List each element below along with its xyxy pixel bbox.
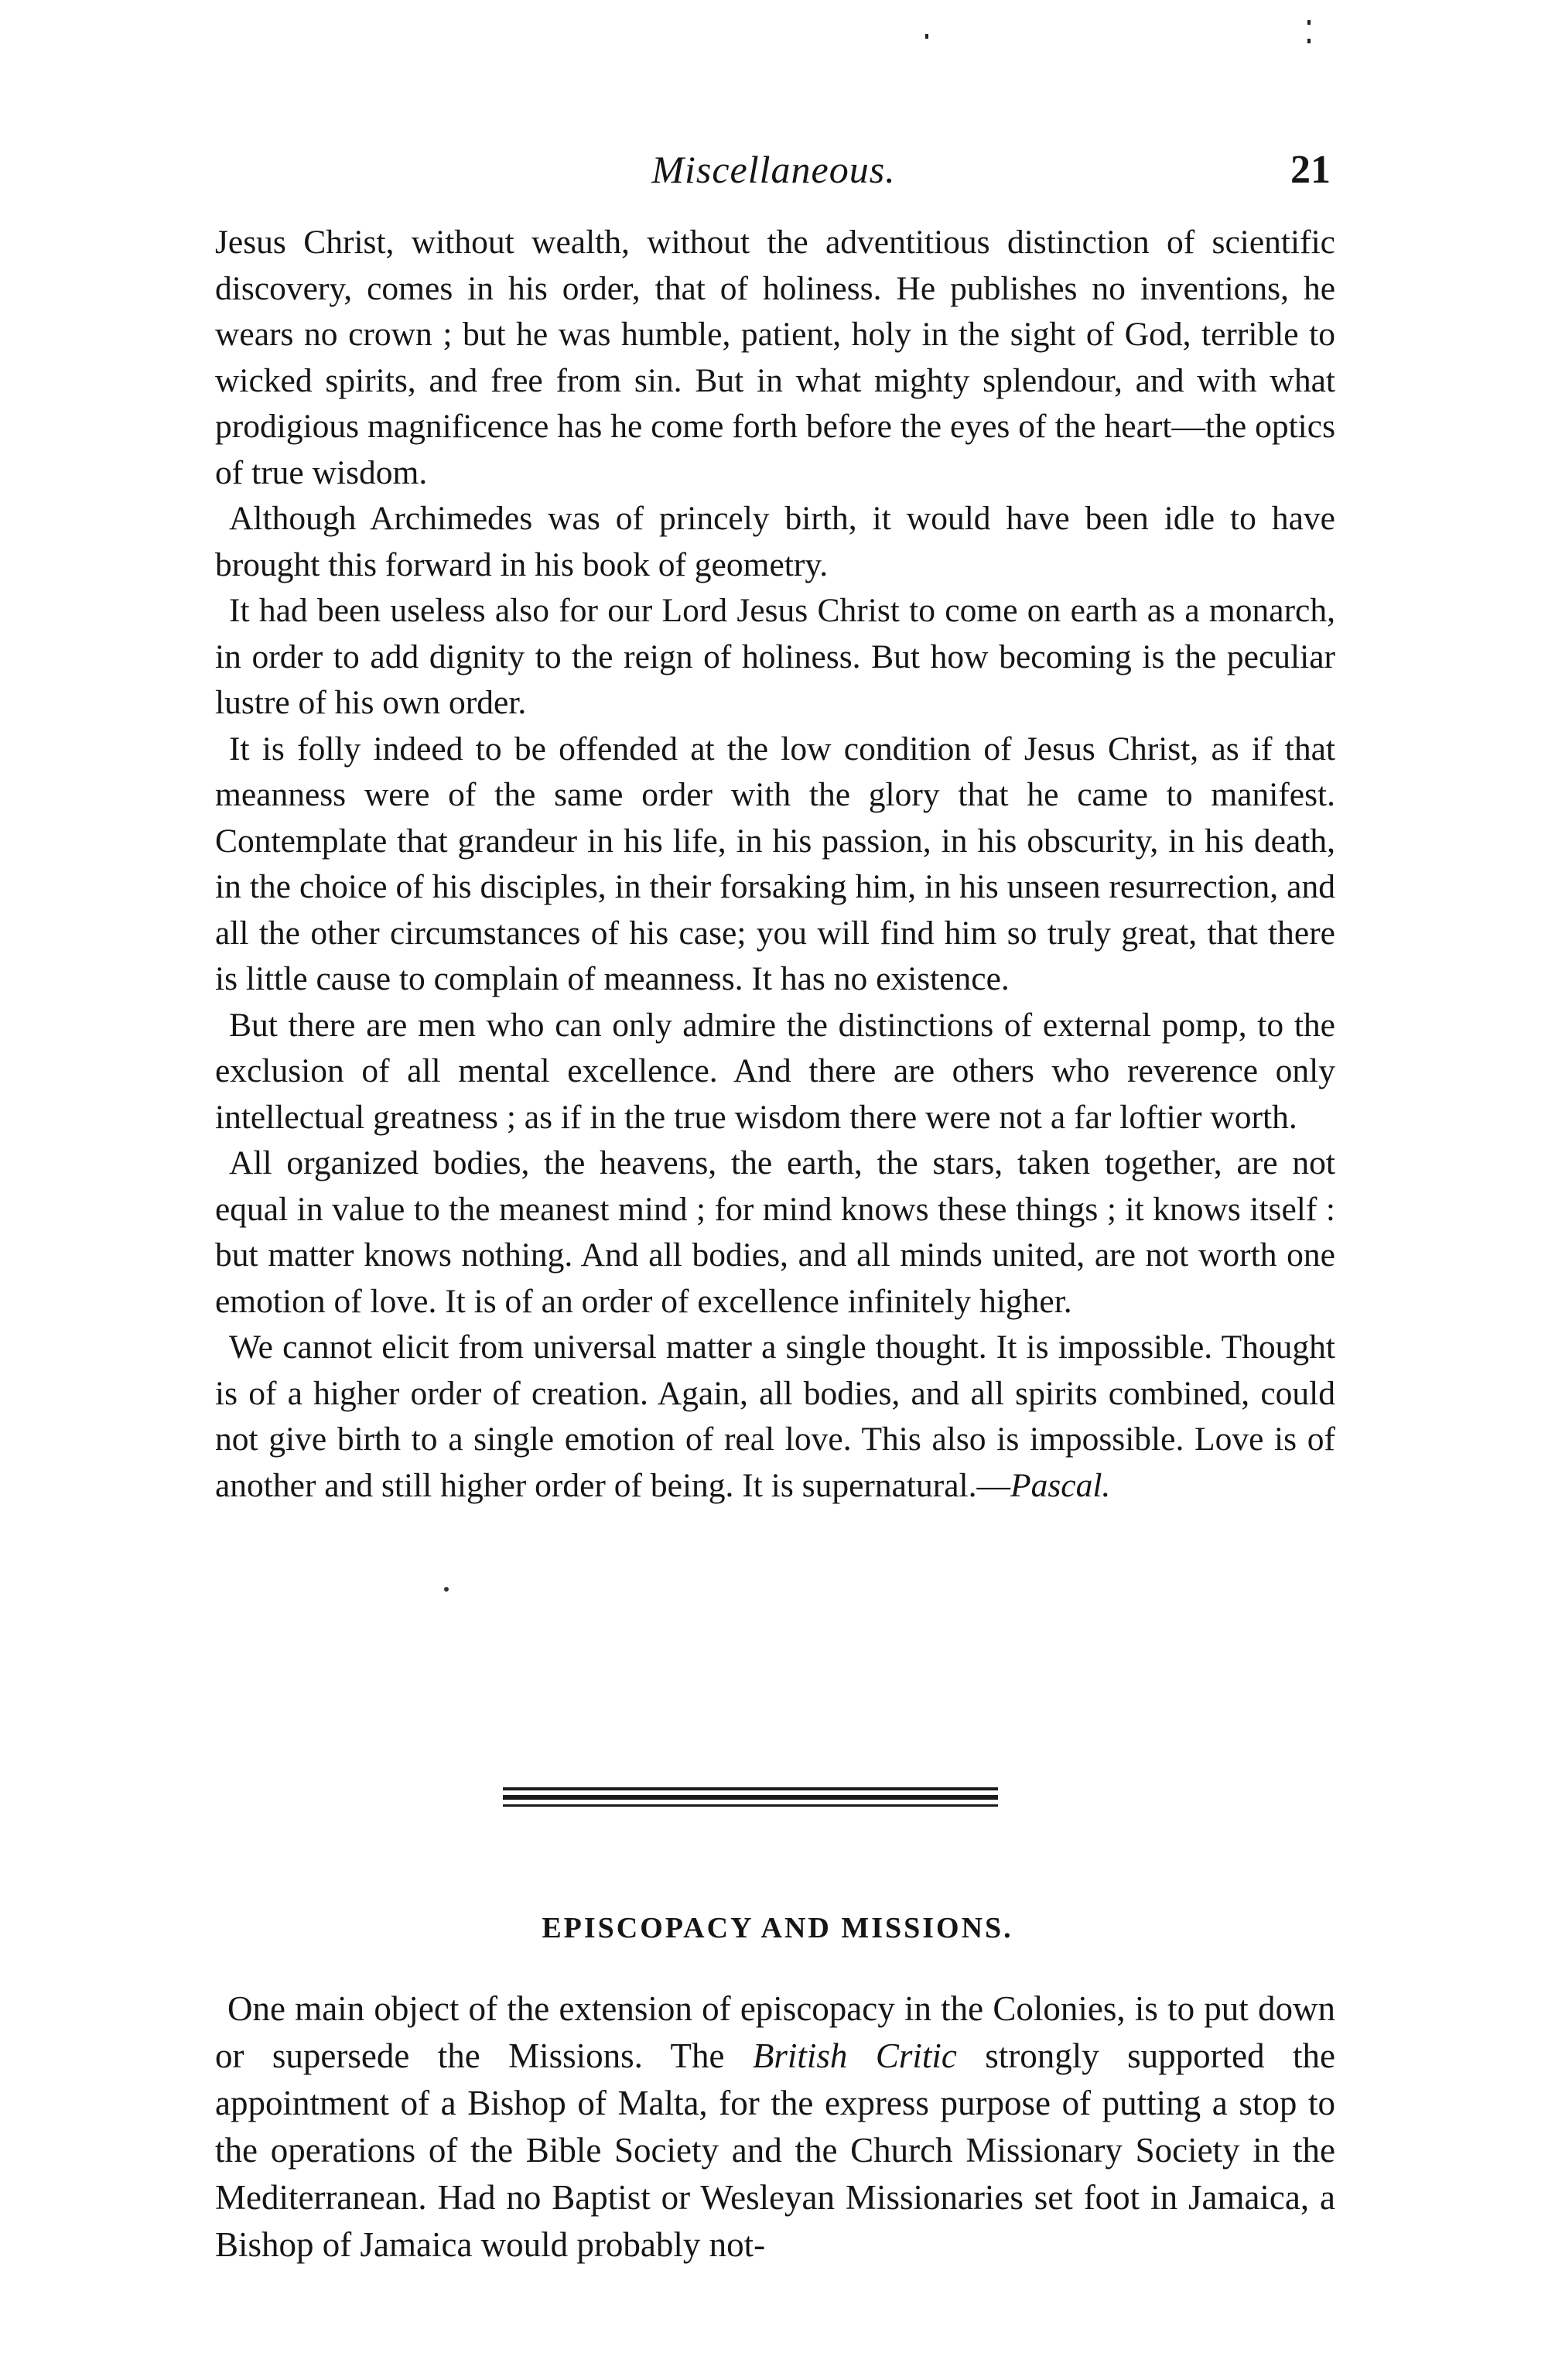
paragraph: All organized bodies, the heavens, the earth, the stars, taken together, are not equal in value to the meanest mind ; for mind knows these things ; it knows itself : but matter knows nothing. And all bodies, and all minds united, are not worth one emotion of love. It is of an order of excellence infinitely higher. — [215, 1144, 1335, 1320]
author-signature: Pascal. — [1010, 1466, 1111, 1504]
paragraph: It had been useless also for our Lord Jesus Christ to come on earth as a monarch, in order to add dignity to the reign of holiness. But how becoming is the peculiar lustre of his own order. — [215, 592, 1335, 721]
paragraph-text: One main object of the extension of episcopacy in the Colonies, is to put down or supersede the Missions. The — [215, 1989, 1335, 2075]
paragraph: It is folly indeed to be offended at the low condition of Jesus Christ, as if that meanness were of the same order with the glory that he came to manifest. Contemplate that grandeur in his life, in his passion, in his obscurity, in his death, in the choice of his disciples, in their forsaking him, in his unseen resurrection, and all the other circumstances of his case; you will find him so truly great, that there is little cause to complain of meanness. It has no existence. — [215, 730, 1335, 997]
section-divider — [503, 1804, 998, 1807]
section-body — [215, 1985, 1335, 2269]
print-speck — [925, 34, 928, 39]
paragraph: Jesus Christ, without wealth, without the adventitious distinction of scientific discovery, comes in his order, that of holiness. He publishes no inventions, he wears no crown ; but he was humble, patient, holy in the sight of God, terrible to wicked spirits, and free from sin. But in what mighty splendour, and with what prodigious magnificence has he come forth before the eyes of the heart—the optics of true wisdom. — [215, 224, 1335, 491]
paragraph-text: strongly supported the appointment of a Bishop of Malta, for the express purpose of putting a stop to the operations of the Bible Society and the Church Missionary Society in the Mediterranean. Had no Baptist or Wesleyan Missionaries set foot in Jamaica, a Bishop of Jamaica would probably not- — [215, 2036, 1336, 2264]
page-header — [217, 147, 1331, 209]
paragraph: But there are men who can only admire the distinctions of external pomp, to the exclusion of all mental excellence. And there are others who reverence only intellectual greatness ; as if in the true wisdom there were not a far loftier worth. — [215, 1006, 1335, 1136]
section-divider — [503, 1795, 998, 1800]
paragraph: Although Archimedes was of princely birth, it would have been idle to have brought this forward in his book of geometry. — [215, 500, 1335, 583]
article-body — [215, 220, 1335, 1509]
running-head: Miscellaneous. — [651, 148, 896, 191]
print-speck — [1307, 39, 1311, 43]
publication-title: British Critic — [752, 2036, 957, 2075]
section-divider — [503, 1787, 998, 1790]
ornament-dot — [444, 1587, 449, 1592]
section-title: EPISCOPACY AND MISSIONS. — [542, 1912, 1013, 1944]
paragraph-text: We cannot elicit from universal matter a single thought. It is impossible. Thought is of a higher order of creation. Again, all bodies, and all spirits combined, could not give birth to a single emotion of real love. This also is impossible. Love is of another and still higher order of being. It is supernatural.— — [215, 1328, 1335, 1504]
print-speck — [1307, 20, 1311, 25]
paragraph — [215, 1985, 1335, 2269]
paragraph-last — [215, 1325, 1335, 1509]
page-number: 21 — [1290, 148, 1331, 192]
